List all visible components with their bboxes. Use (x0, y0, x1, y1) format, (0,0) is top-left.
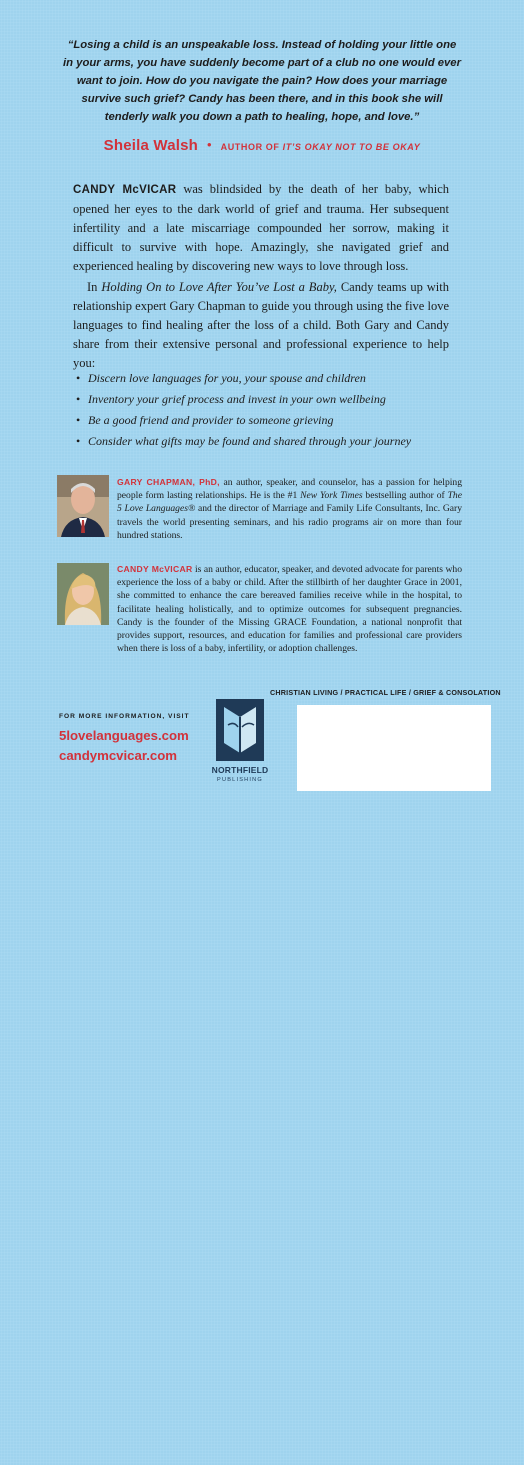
list-item: • Discern love languages for you, your spouse and children (76, 368, 456, 389)
list-item: • Be a good friend and provider to someone grieving (76, 410, 456, 431)
website-link-5lovelanguages[interactable]: 5lovelanguages.com (59, 728, 189, 743)
list-item: • Consider what gifts may be found and shared through your journey (76, 431, 456, 452)
publisher-sub: PUBLISHING (217, 777, 263, 783)
gary-chapman-bio: GARY CHAPMAN, PhD, an author, speaker, and counselor, has a passion for helping people form lasting relationships. He is the #1 New York Times bestselling author of The 5 Love Languages® and the director of Marriage and Family Life Consultants, Inc. Gary travels the world presenting seminars, and his radio programs air on more than four hundred stations. (117, 477, 463, 541)
endorsement-quote: “Losing a child is an unspeakable loss. Instead of holding your little one in your arms, you have suddenly become part of a club no one would ever want to join. How do you navigate the pain? How does your marriage survive such grief? Candy has been there, and in this book she will tenderly walk you down a path to healing, hope, and love.” (63, 39, 461, 123)
description-lead-name: CANDY McVICAR (73, 184, 177, 196)
endorser-role-prefix: AUTHOR OF (220, 142, 283, 152)
nyt-label: New York Times (300, 490, 363, 502)
description-paragraph-1 (73, 180, 449, 276)
book-description (73, 180, 449, 373)
publisher-logo (210, 695, 270, 793)
publisher-name: NORTHFIELD (211, 765, 269, 775)
endorser-role (221, 142, 421, 152)
separator-dot: • (207, 137, 212, 152)
bullet-dot-icon: • (76, 371, 81, 385)
barcode-panel (297, 705, 491, 791)
description-p1-text: was blindsided by the death of her baby, which opened her eyes to the dark world of grief and trauma. Her subsequent infertility and a late miscarriage compounded her sorrow, making it difficult to survive with hope. Amazingly, she navigated grief and experienced healing by discovering new ways to love through loss. (73, 182, 449, 273)
list-item: • Inventory your grief process and invest in your own wellbeing (76, 389, 456, 410)
endorser-name: Sheila Walsh (103, 137, 199, 154)
gary-bio-name: GARY CHAPMAN, PhD, (117, 477, 220, 487)
more-info-label: FOR MORE INFORMATION, VISIT (59, 713, 190, 720)
bullet-dot-icon: • (76, 413, 81, 427)
bullet-dot-icon: • (76, 392, 81, 406)
description-p2-in: In (87, 280, 102, 294)
category-line: CHRISTIAN LIVING / PRACTICAL LIFE / GRIEF & CONSOLATION (270, 688, 501, 697)
gary-chapman-photo (57, 475, 109, 537)
description-p2-text: Candy teams up with relationship expert Gary Chapman to guide you through using the five love languages to find healing after the loss of a child. Both Gary and Candy share from their extensive personal and professional experience to help you: (73, 280, 450, 370)
candy-mcvicar-photo (57, 563, 109, 625)
more-information (59, 713, 190, 766)
candy-mcvicar-bio: CANDY McVICAR is an author, educator, speaker, and devoted advocate for parents who experience the loss of a baby or child. After the stillbirth of her daughter Grace in 2001, she committed to enhance the care bereaved families receive while in the hospital, to facilitate healing holistically, and to optimize outcomes for subsequent pregnancies. Candy is the founder of the Missing GRACE Foundation, a national nonprofit that provides support, resources, and education for families and professional care providers when there is loss of a baby, infertility, or adoption challenges. (117, 564, 462, 655)
endorsement-attribution (0, 137, 524, 155)
endorser-book-title: IT’S OKAY NOT TO BE OKAY (282, 142, 421, 152)
bullet-dot-icon: • (76, 434, 81, 448)
website-link-candymcvicar[interactable]: candymcvicar.com (59, 748, 178, 763)
candy-bio-name: CANDY McVICAR (117, 564, 193, 574)
five-love-languages-title: The 5 Love Languages® (117, 490, 462, 515)
description-book-title: Holding On to Love After You’ve Lost a Baby, (101, 280, 337, 294)
benefit-list (76, 368, 456, 452)
description-paragraph-2 (73, 278, 449, 373)
